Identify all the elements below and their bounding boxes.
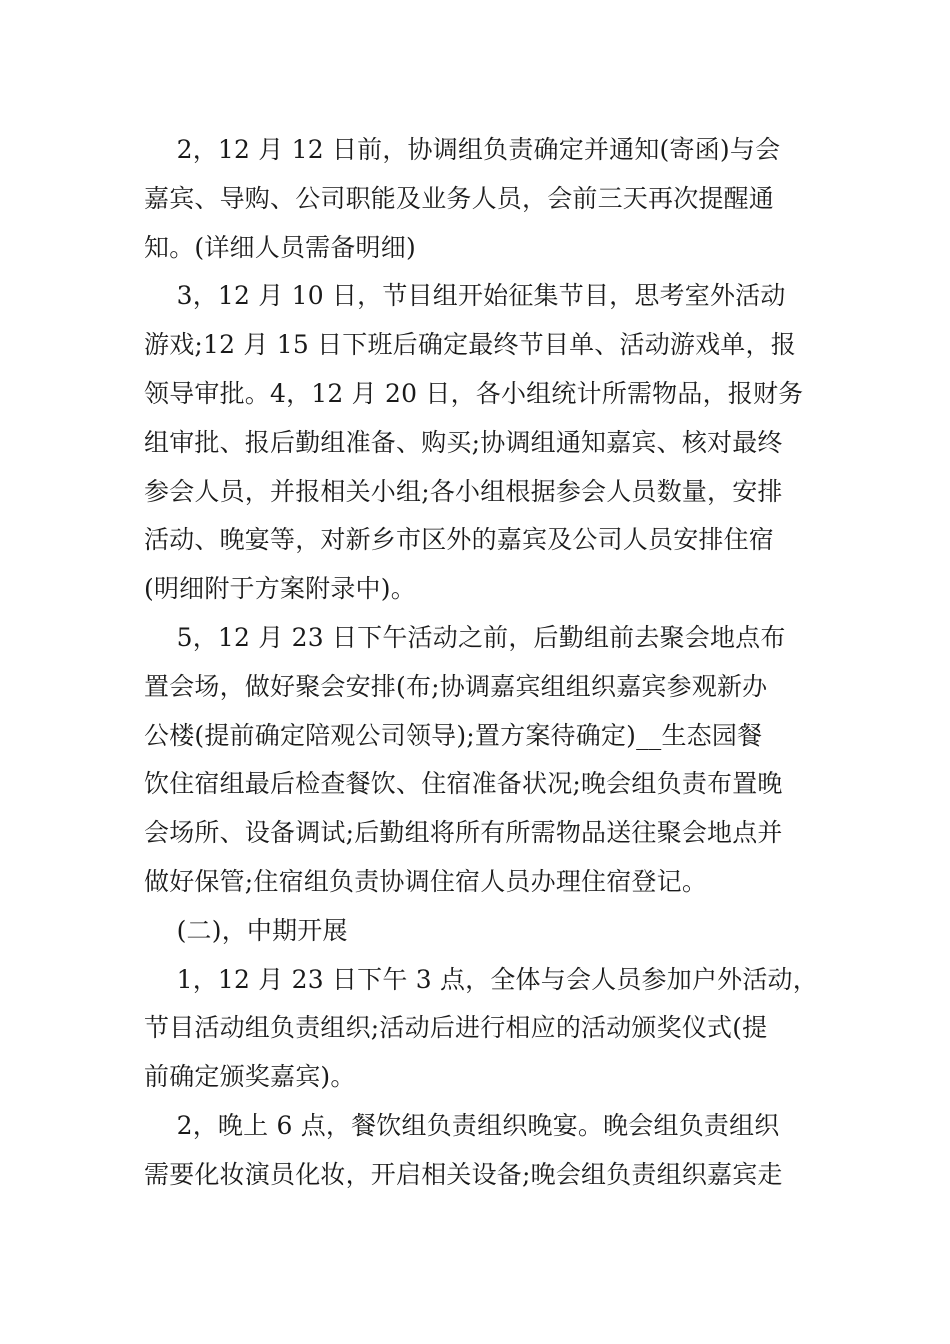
text-line: 节目活动组负责组织;活动后进行相应的活动颁奖仪式(提 — [144, 1013, 768, 1043]
text-line: 参会人员，并报相关小组;各小组根据参会人员数量，安排 — [144, 476, 783, 506]
text-line: (明细附于方案附录中)。 — [144, 574, 416, 604]
text-line: 2，晚上 6 点，餐饮组负责组织晚宴。晚会组负责组织 — [144, 1110, 780, 1140]
text-line: 知。(详细人员需备明细) — [144, 232, 416, 262]
text-line: 需要化妆演员化妆，开启相关设备;晚会组负责组织嘉宾走 — [144, 1159, 783, 1189]
text-line: 组审批、报后勤组准备、购买;协调组通知嘉宾、核对最终 — [144, 427, 783, 457]
text-line: 游戏;12 月 15 日下班后确定最终节目单、活动游戏单，报 — [144, 330, 796, 360]
text-line: 饮住宿组最后检查餐饮、住宿准备状况;晚会组负责布置晚 — [144, 769, 783, 799]
text-line: 5，12 月 23 日下午活动之前，后勤组前去聚会地点布 — [144, 622, 786, 652]
text-line: (二)，中期开展 — [144, 915, 348, 945]
text-line: 前确定颁奖嘉宾)。 — [144, 1062, 356, 1092]
text-line: 2，12 月 12 日前，协调组负责确定并通知(寄函)与会 — [144, 135, 781, 164]
text-line: 做好保管;住宿组负责协调住宿人员办理住宿登记。 — [144, 866, 708, 896]
body-text — [144, 126, 816, 1200]
text-line: 置会场，做好聚会安排(布;协调嘉宾组组织嘉宾参观新办 — [144, 671, 768, 701]
text-line: 1，12 月 23 日下午 3 点，全体与会人员参加户外活动， — [144, 964, 818, 994]
text-line: 嘉宾、导购、公司职能及业务人员，会前三天再次提醒通 — [144, 183, 775, 213]
text-line: 活动、晚宴等，对新乡市区外的嘉宾及公司人员安排住宿 — [144, 525, 775, 555]
text-line: 领导审批。4，12 月 20 日，各小组统计所需物品，报财务 — [144, 378, 804, 408]
text-line: 会场所、设备调试;后勤组将所有所需物品送往聚会地点并 — [144, 818, 783, 848]
text-line: 3，12 月 10 日，节目组开始征集节目，思考室外活动 — [144, 281, 786, 311]
text-line: 公楼(提前确定陪观公司领导);置方案待确定)__生态园餐 — [144, 720, 763, 750]
